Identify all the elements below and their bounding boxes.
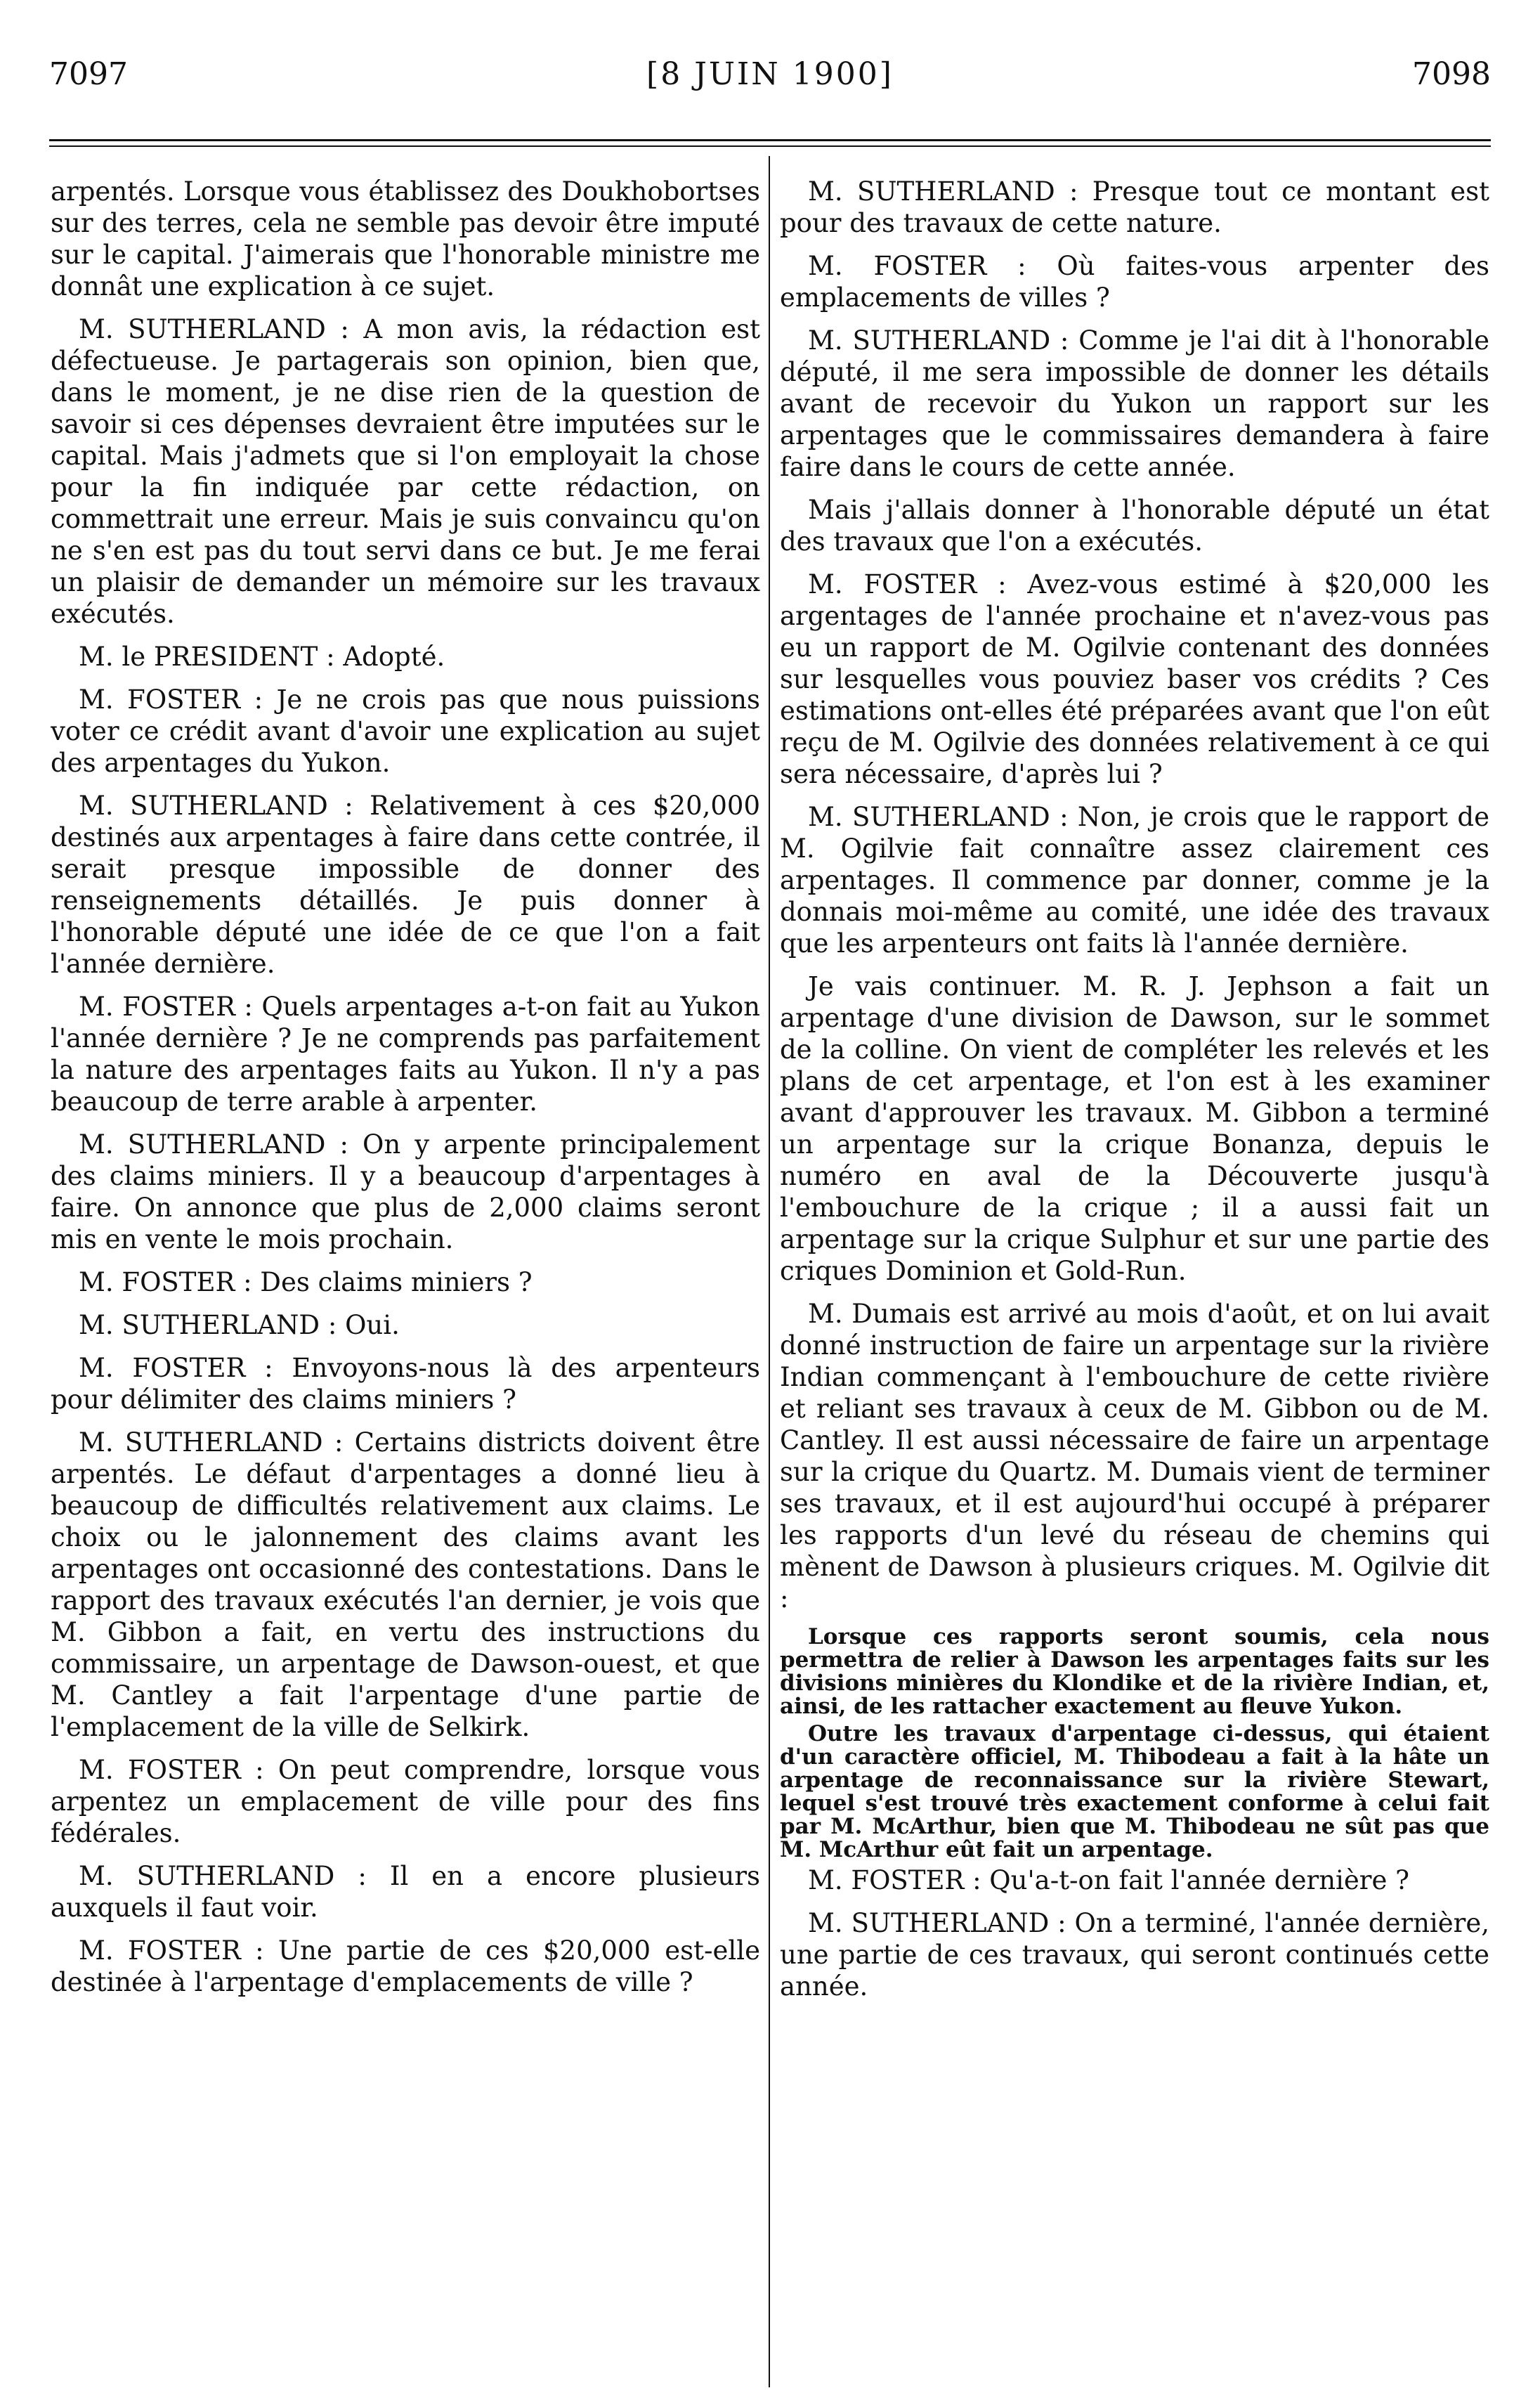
paragraph: Mais j'allais donner à l'honorable député un état des travaux que l'on a exécutés. [780,495,1489,557]
paragraph: M. FOSTER : Avez-vous estimé à $20,000 les argentages de l'année prochaine et n'avez-vous pas eu un rapport de M. Ogilvie contenant des données sur lesquelles vous pouviez baser vos crédits ? Ces estimations ont-elles été préparées avant que l'on eût reçu de M. Ogilvie des données relativement à ce qui sera nécessaire, d'après lui ? [780,569,1489,789]
paragraph: M. SUTHERLAND : Oui. [79,1310,400,1340]
paragraph: M. FOSTER : Quels arpentages a-t-on fait au Yukon l'année dernière ? Je ne comprends pas parfaitement la nature des arpentages faits au Yukon. Il n'y a pas beaucoup de terre arable à arpenter. [51,992,760,1117]
left-page-number: 7097 [49,56,128,92]
paragraph: M. FOSTER : Je ne crois pas que nous puissions voter ce crédit avant d'avoir une explication au sujet des arpentages du Yukon. [51,685,760,778]
paragraph: M. SUTHERLAND : Il en a encore plusieurs auxquels il faut voir. [51,1861,760,1923]
header-rule [49,139,1491,141]
header-rule-secondary [49,145,1491,147]
paragraph: M. SUTHERLAND : A mon avis, la rédaction est défectueuse. Je partagerais son opinion, bien que, dans le moment, je ne dise rien de la question de savoir si ces dépenses devraient être imputées sur le capital. Mais j'admets que si l'on employait la chose pour la fin indiquée par cette rédaction, on commettrait une erreur. Mais je suis convaincu qu'on ne s'en est pas du tout servi dans ce but. Je me ferai un plaisir de demander un mémoire sur les travaux exécutés. [51,314,760,629]
paragraph: M. SUTHERLAND : On a terminé, l'année dernière, une partie de ces travaux, qui seront continués cette année. [780,1908,1489,2001]
paragraph: arpentés. Lorsque vous établissez des Doukhobortses sur des terres, cela ne semble pas devoir être imputé sur le capital. J'aimerais que l'honorable ministre me donnât une explication à ce sujet. [51,176,760,301]
paragraph: M. SUTHERLAND : Comme je l'ai dit à l'honorable député, il me sera impossible de donner les détails avant de recevoir du Yukon un rapport sur les arpentages que le commissaires demandera à faire faire dans le cours de cette année. [780,325,1489,482]
paragraph: M. FOSTER : Une partie de ces $20,000 est-elle destinée à l'arpentage d'emplacements de ville ? [51,1935,760,1997]
paragraph: M. FOSTER : Où faites-vous arpenter des emplacements de villes ? [780,251,1489,313]
paragraph: M. SUTHERLAND : Relativement à ces $20,000 destinés aux arpentages à faire dans cette contrée, il serait presque impossible de donner des renseignements détaillés. Je puis donner à l'honorable député une idée de ce que l'on a fait l'année dernière. [51,791,760,979]
quotation: Lorsque ces rapports seront soumis, cela nous permettra de relier à Dawson les arpentages faits sur les divisions minières du Klondike et de la rivière Indian, et, ainsi, de les rattacher exactement au fleuve Yukon. [780,1624,1489,1719]
paragraph: M. FOSTER : Envoyons-nous là des arpenteurs pour délimiter des claims miniers ? [51,1353,760,1415]
paragraph: M. SUTHERLAND : Presque tout ce montant est pour des travaux de cette nature. [780,176,1489,238]
paragraph: M. FOSTER : Des claims miniers ? [79,1267,533,1297]
page-header [49,56,1491,112]
quotation: Outre les travaux d'arpentage ci-dessus, qui étaient d'un caractère officiel, M. Thibodeau a fait à la hâte un arpentage de reconnaissance sur la rivière Stewart, lequel s'est trouvé très exactement conforme à celui fait par M. McArthur, bien que M. Thibodeau ne sût pas que M. McArthur eût fait un arpentage. [780,1721,1489,1862]
paragraph: M. Dumais est arrivé au mois d'août, et on lui avait donné instruction de faire un arpentage sur la rivière Indian commençant à l'embouchure de cette rivière et reliant ses travaux à ceux de M. Gibbon ou de M. Cantley. Il est aussi nécessaire de faire un arpentage sur la crique du Quartz. M. Dumais vient de terminer ses travaux, et il est aujourd'hui occupé à préparer les rapports d'un levé du réseau de chemins qui mènent de Dawson à plusieurs criques. M. Ogilvie dit : [780,1299,1489,1614]
right-column [780,176,1489,2375]
column-divider [769,156,770,2387]
paragraph: Je vais continuer. M. R. J. Jephson a fait un arpentage d'une division de Dawson, sur le sommet de la colline. On vient de compléter les relevés et les plans de cet arpentage, et l'on est à les examiner avant d'approuver les travaux. M. Gibbon a terminé un arpentage sur la crique Bonanza, depuis le numéro en aval de la Découverte jusqu'à l'embouchure de la crique ; il a aussi fait un arpentage sur la crique Sulphur et sur une partie des criques Dominion et Gold-Run. [780,971,1489,1286]
paragraph: M. FOSTER : Qu'a-t-on fait l'année dernière ? [808,1865,1409,1895]
paragraph: M. le PRESIDENT : Adopté. [79,642,445,672]
left-column [51,176,760,2375]
session-date: [8 JUIN 1900] [646,56,894,92]
paragraph: M. SUTHERLAND : Certains districts doivent être arpentés. Le défaut d'arpentages a donné lieu à beaucoup de difficultés relativement aux claims. Le choix ou le jalonnement des claims avant les arpentages ont occasionné des contestations. Dans le rapport des travaux exécutés l'an dernier, je vois que M. Gibbon a fait, en vertu des instructions du commissaire, un arpentage de Dawson-ouest, et que M. Cantley a fait l'arpentage d'une partie de l'emplacement de la ville de Selkirk. [51,1427,760,1742]
paragraph: M. SUTHERLAND : Non, je crois que le rapport de M. Ogilvie fait connaître assez clairement ces arpentages. Il commence par donner, comme je la donnais moi-même au comité, une idée des travaux que les arpenteurs ont faits là l'année dernière. [780,802,1489,959]
right-page-number: 7098 [1412,56,1491,92]
paragraph: M. SUTHERLAND : On y arpente principalement des claims miniers. Il y a beaucoup d'arpentages à faire. On annonce que plus de 2,000 claims seront mis en vente le mois prochain. [51,1129,760,1254]
paragraph: M. FOSTER : On peut comprendre, lorsque vous arpentez un emplacement de ville pour des fins fédérales. [51,1755,760,1848]
